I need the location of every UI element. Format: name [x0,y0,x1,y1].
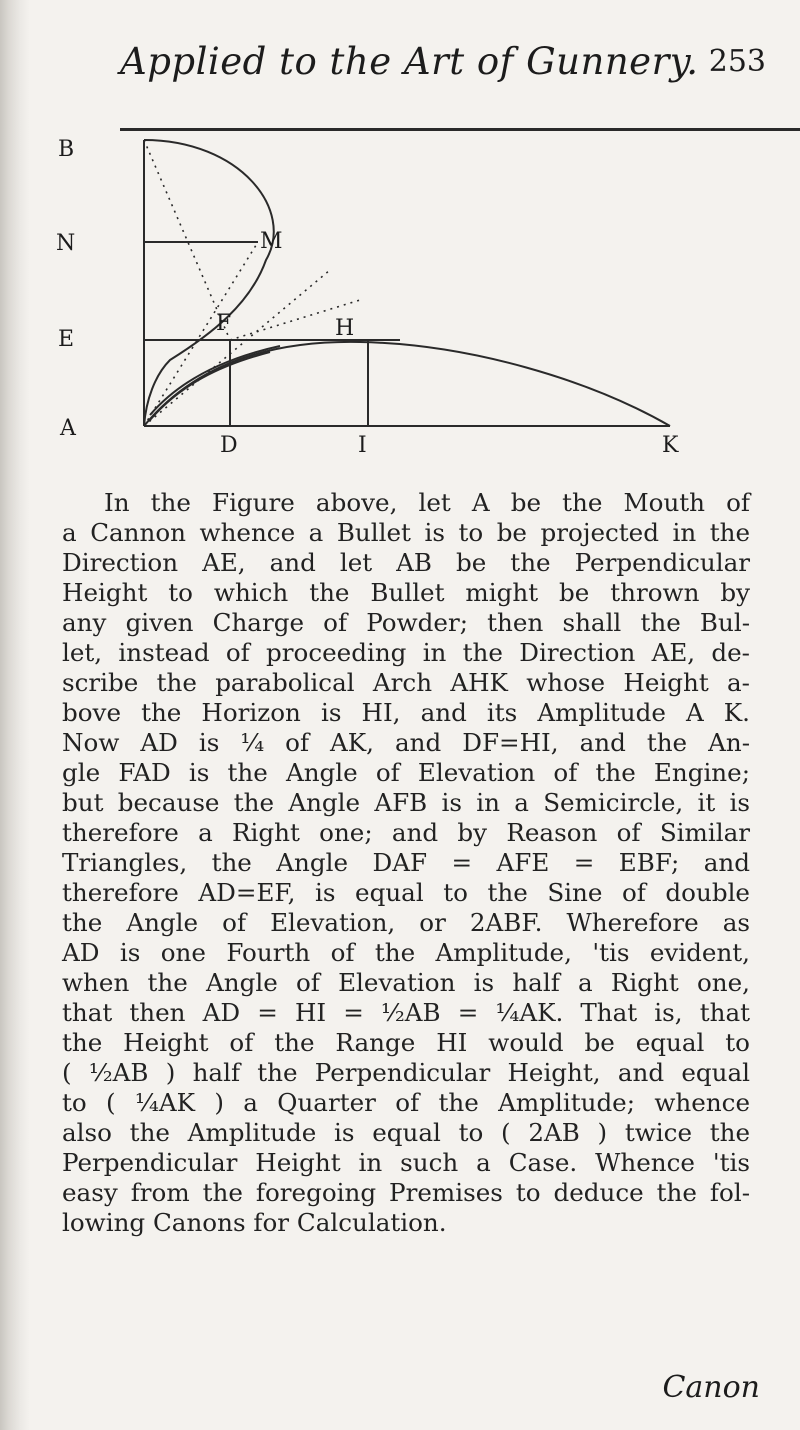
text-line: lowing Canons for Calculation. [62,1208,447,1237]
text-line: to ( ¼AK ) a Quarter of the Amplitude; whence [62,1088,750,1117]
text-line: Direction AE, and let AB be the Perpendicular [62,548,750,577]
semicircle-arc [144,140,274,426]
text-line: bove the Horizon is HI, and its Amplitude A K. [62,698,750,727]
text-line: Height to which the Bullet might be thrown by [62,578,750,607]
label-i: I [358,433,367,458]
label-d: D [220,433,238,458]
text-line: therefore AD=EF, is equal to the Sine of double [62,878,750,907]
text-line: therefore a Right one; and by Reason of Similar [62,818,750,847]
geometry-figure [30,130,750,485]
text-line: any given Charge of Powder; then shall the Bul- [62,608,750,637]
dotted-am [144,242,258,426]
label-k: K [662,433,679,458]
label-f: F [216,311,232,336]
text-line: Perpendicular Height in such a Case. Whence 'tis [62,1148,750,1177]
catchword: Canon [662,1370,760,1405]
text-line: the Height of the Range HI would be equal to [62,1028,750,1057]
label-e: E [58,327,75,352]
body-paragraph [62,488,750,1238]
text-line: but because the Angle AFB is in a Semicircle, it is [62,788,750,817]
binding-shadow [0,0,30,1430]
page-header [60,40,770,102]
label-m: M [260,229,283,254]
text-line: Now AD is ¼ of AK, and DF=HI, and the An- [62,728,750,757]
text-line: that then AD = HI = ½AB = ¼AK. That is, that [62,998,750,1027]
text-line: gle FAD is the Angle of Elevation of the Engine; [62,758,750,787]
text-line: let, instead of proceeding in the Direction AE, de- [62,638,750,667]
text-line: ( ½AB ) half the Perpendicular Height, and equal [62,1058,750,1087]
text-line: a Cannon whence a Bullet is to be projected in the [62,518,750,547]
text-line: Triangles, the Angle DAF = AFE = EBF; and [62,848,750,877]
label-h: H [335,316,355,341]
parabola-ahk [144,342,670,426]
label-a: A [60,416,76,441]
page-number: 253 [708,44,766,79]
text-line: when the Angle of Elevation is half a Right one, [62,968,750,997]
text-line: the Angle of Elevation, or 2ABF. Wherefore as [62,908,750,937]
sweep-arc-2 [150,346,280,415]
dotted-bf [144,140,230,340]
figure-svg [30,130,750,485]
text-line: also the Amplitude is equal to ( 2AB ) twice the [62,1118,750,1147]
text-line: In the Figure above, let A be the Mouth of [104,488,750,517]
dotted-direction-ae [144,270,330,426]
text-line: scribe the parabolical Arch AHK whose Height a- [62,668,750,697]
text-line: easy from the foregoing Premises to deduce the fol- [62,1178,750,1207]
label-n: N [56,231,76,256]
running-head: Applied to the Art of Gunnery. [120,40,699,83]
label-b: B [58,137,75,162]
text-line: AD is one Fourth of the Amplitude, 'tis evident, [62,938,750,967]
